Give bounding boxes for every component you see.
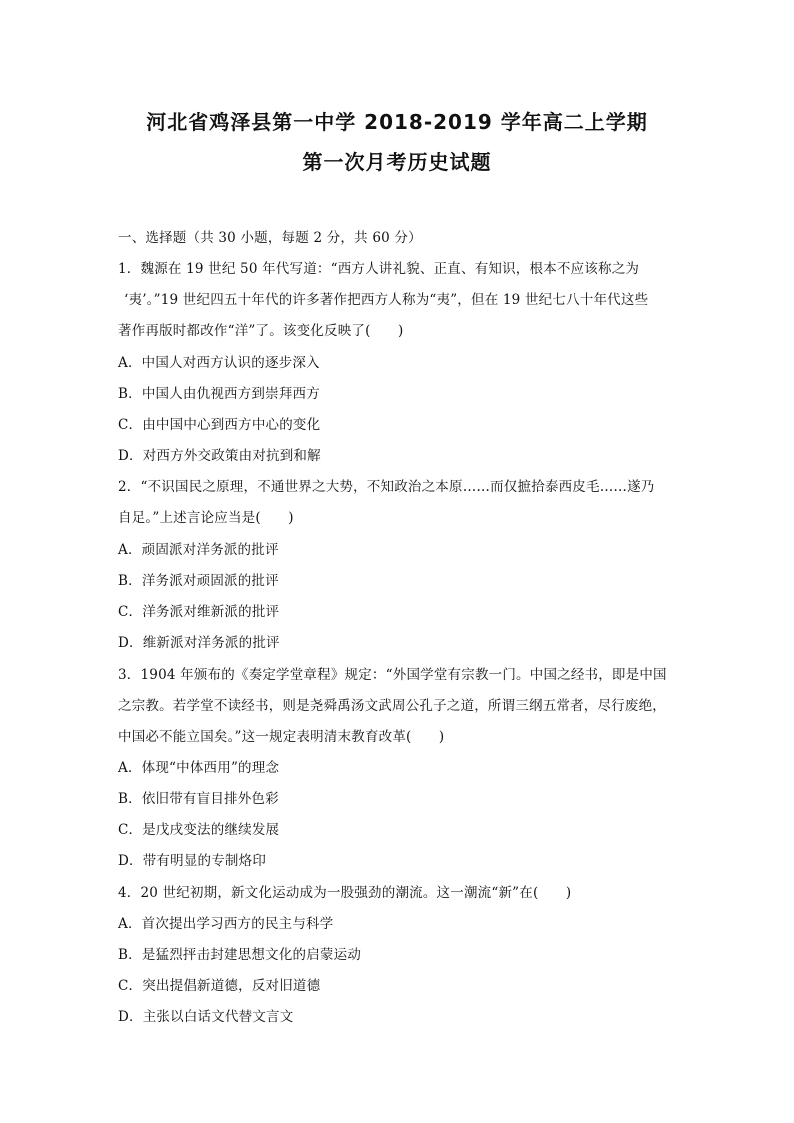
question-4-option-b: B．是猛烈抨击封建思想文化的启蒙运动 bbox=[118, 947, 362, 963]
question-1-stem-line-2: ‘夷’。”19 世纪四五十年代的许多著作把西方人称为“夷”，但在 19 世纪七八十年代这些 bbox=[124, 292, 649, 308]
question-4-option-a: A．首次提出学习西方的民主与科学 bbox=[118, 916, 334, 932]
question-2-stem-line-2: 自足。”上述言论应当是( ) bbox=[118, 510, 294, 526]
question-2-option-a: A．顽固派对洋务派的批评 bbox=[118, 542, 279, 558]
question-1-option-b: B．中国人由仇视西方到崇拜西方 bbox=[118, 386, 320, 402]
page-title: 河北省鸡泽县第一中学 2018-2019 学年高二上学期 bbox=[146, 110, 648, 134]
question-3-stem-line-3: 中国必不能立国矣。”这一规定表明清末教育改革( ) bbox=[118, 729, 445, 745]
question-2-option-d: D．维新派对洋务派的批评 bbox=[118, 635, 280, 651]
question-1-stem-line-3: 著作再版时都改作“洋”了。该变化反映了( ) bbox=[118, 323, 404, 339]
page-subtitle: 第一次月考历史试题 bbox=[302, 150, 492, 174]
question-2-option-c: C．洋务派对维新派的批评 bbox=[118, 604, 280, 620]
question-3-stem-line-1: 3．1904 年颁布的《奏定学堂章程》规定：“外国学堂有宗教一门。中国之经书，即是中国 bbox=[118, 667, 667, 683]
question-3-option-c: C．是戊戌变法的继续发展 bbox=[118, 822, 280, 838]
question-4-stem-line-1: 4．20 世纪初期，新文化运动成为一股强劲的潮流。这一潮流“新”在( ) bbox=[118, 885, 572, 901]
question-2-stem-line-1: 2．“不识国民之原理，不通世界之大势，不知政治之本原……而仅摭拾泰西皮毛……遂乃 bbox=[118, 479, 655, 495]
question-3-stem-line-2: 之宗教。若学堂不读经书，则是尧舜禹汤文武周公孔子之道，所谓三纲五常者，尽行废绝， bbox=[118, 698, 666, 714]
question-4-option-d: D．主张以白话文代替文言文 bbox=[118, 1009, 294, 1025]
section-heading: 一、选择题（共 30 小题，每题 2 分，共 60 分） bbox=[118, 230, 422, 246]
question-1-option-d: D．对西方外交政策由对抗到和解 bbox=[118, 448, 321, 464]
question-3-option-b: B．依旧带有盲目排外色彩 bbox=[118, 791, 279, 807]
question-4-option-c: C．突出提倡新道德，反对旧道德 bbox=[118, 978, 321, 994]
question-2-option-b: B．洋务派对顽固派的批评 bbox=[118, 573, 279, 589]
question-1-option-a: A．中国人对西方认识的逐步深入 bbox=[118, 355, 320, 371]
question-3-option-d: D．带有明显的专制烙印 bbox=[118, 853, 267, 869]
question-1-option-c: C．由中国中心到西方中心的变化 bbox=[118, 417, 321, 433]
question-3-option-a: A．体现“中体西用”的理念 bbox=[118, 760, 280, 776]
question-1-stem-line-1: 1．魏源在 19 世纪 50 年代写道：“西方人讲礼貌、正直、有知识，根本不应该称之为 bbox=[118, 261, 640, 277]
